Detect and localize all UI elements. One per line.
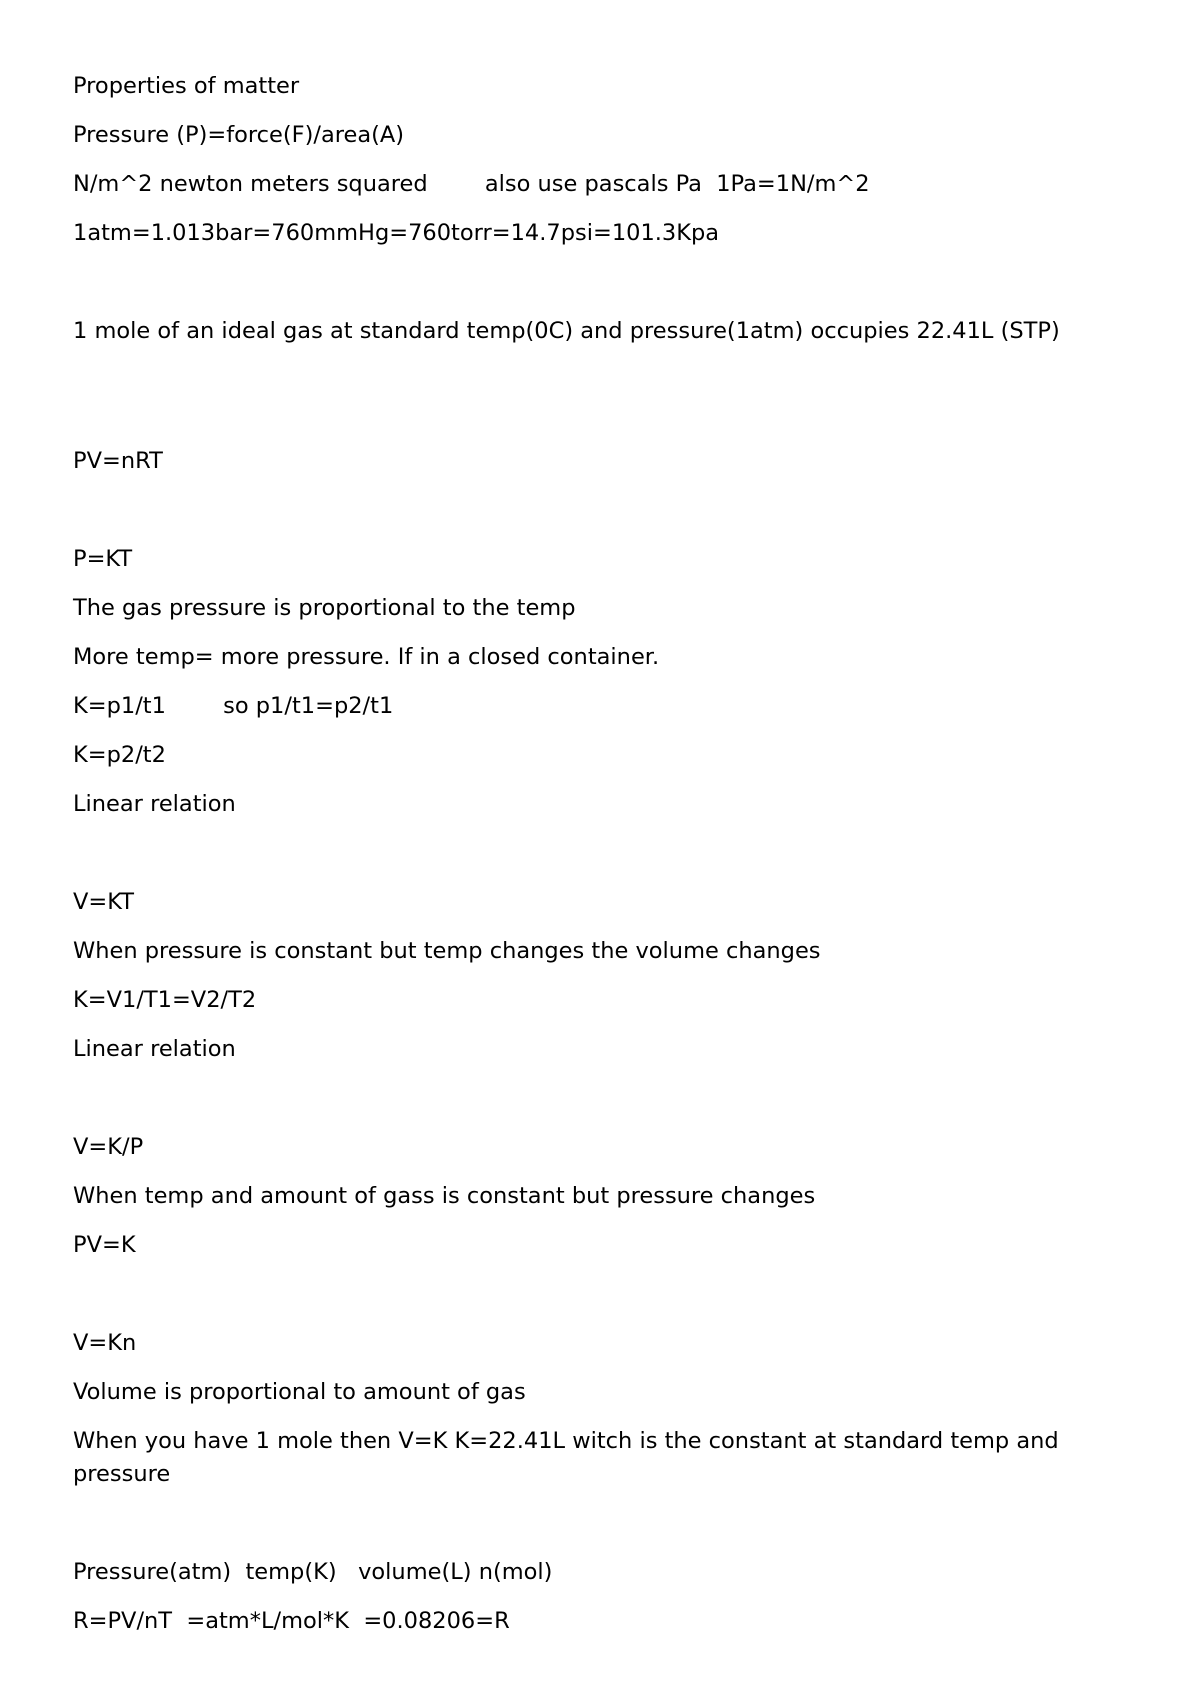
- text-line: K=p1/t1 so p1/t1=p2/t1: [73, 693, 394, 719]
- text-line: V=K/P: [73, 1134, 144, 1160]
- doc-title: Properties of matter: [73, 73, 300, 99]
- text-line: Linear relation: [73, 791, 236, 817]
- text-line: 1 mole of an ideal gas at standard temp(0C) and pressure(1atm) occupies 22.41L (STP): [73, 318, 1060, 344]
- text-line: Pressure(atm) temp(K) volume(L) n(mol): [73, 1559, 553, 1585]
- text-line: The gas pressure is proportional to the temp: [73, 595, 576, 621]
- text-line: Volume is proportional to amount of gas: [73, 1379, 526, 1405]
- text-line: PV=nRT: [73, 448, 163, 474]
- text-line: PV=K: [73, 1232, 136, 1258]
- text-line: N/m^2 newton meters squared also use pascals Pa 1Pa=1N/m^2: [73, 171, 870, 197]
- text-line: Linear relation: [73, 1036, 236, 1062]
- text-line: When you have 1 mole then V=K K=22.41L witch is the constant at standard temp and pressure: [73, 1428, 1066, 1487]
- text-line: R=PV/nT =atm*L/mol*K =0.08206=R: [73, 1608, 510, 1634]
- text-line: Pressure (P)=force(F)/area(A): [73, 122, 405, 148]
- text-line: 1atm=1.013bar=760mmHg=760torr=14.7psi=101.3Kpa: [73, 220, 720, 246]
- text-line: V=KT: [73, 889, 134, 915]
- text-line: P=KT: [73, 546, 133, 572]
- text-line: K=V1/T1=V2/T2: [73, 987, 257, 1013]
- text-line: When temp and amount of gass is constant but pressure changes: [73, 1183, 816, 1209]
- text-line: V=Kn: [73, 1330, 137, 1356]
- text-line: More temp= more pressure. If in a closed container.: [73, 644, 660, 670]
- text-line: When pressure is constant but temp changes the volume changes: [73, 938, 821, 964]
- text-line: K=p2/t2: [73, 742, 166, 768]
